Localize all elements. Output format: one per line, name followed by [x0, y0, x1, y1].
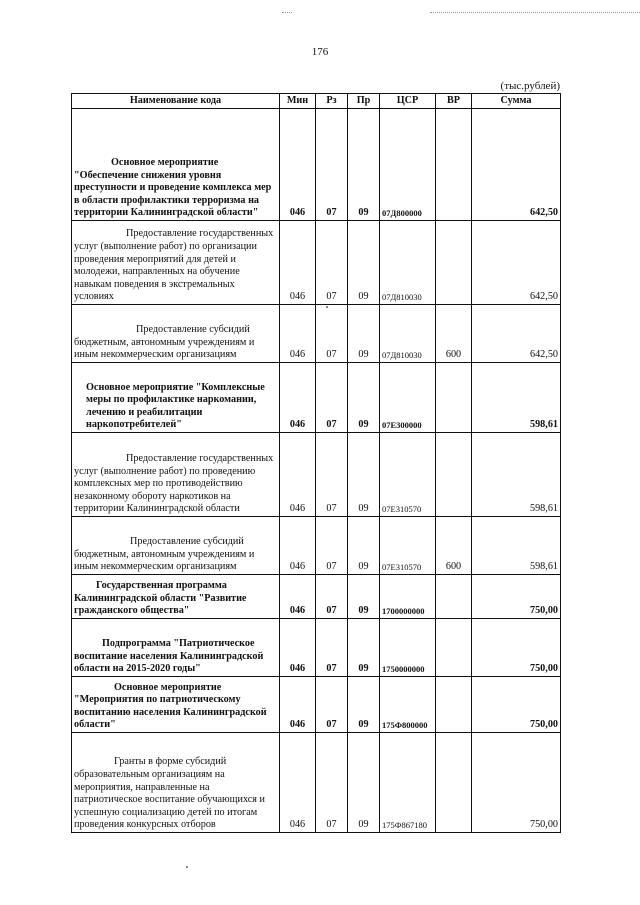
row-sum: 598,61	[472, 363, 561, 433]
row-name: Предоставление государственных услуг (выполнение работ) по проведению комплексных мер по противодействию незаконному обороту наркотиков на территории Калининградской области	[72, 433, 280, 517]
row-rz: 07	[316, 109, 348, 221]
row-csr: 07Е300000	[380, 363, 436, 433]
row-rz: 07	[316, 517, 348, 575]
row-vr	[436, 363, 472, 433]
table-row	[72, 109, 561, 221]
page-number: 176	[311, 46, 329, 58]
row-name: Предоставление субсидий бюджетным, автономным учреждениям и иным некоммерческим организациям	[72, 305, 280, 363]
row-name: Основное мероприятие "Мероприятия по патриотическому воспитанию населения Калининградской области"	[72, 677, 280, 733]
row-rz: 07	[316, 221, 348, 305]
scan-mark	[282, 12, 292, 13]
row-min: 046	[280, 221, 316, 305]
row-rz: 07	[316, 363, 348, 433]
table-row	[72, 517, 561, 575]
table-row	[72, 221, 561, 305]
header-rz: Рз	[316, 94, 348, 109]
row-sum: 750,00	[472, 733, 561, 833]
row-pr: 09	[348, 677, 380, 733]
row-pr: 09	[348, 363, 380, 433]
row-name: Основное мероприятие "Комплексные меры по профилактике наркомании, лечению и реабилитации наркопотребителей"	[72, 363, 280, 433]
row-csr: 07Е310570	[380, 517, 436, 575]
row-csr: 1750000000	[380, 619, 436, 677]
row-min: 046	[280, 363, 316, 433]
row-rz: 07	[316, 575, 348, 619]
row-pr: 09	[348, 221, 380, 305]
row-name: Государственная программа Калининградской области "Развитие гражданского общества"	[72, 575, 280, 619]
row-name: Предоставление субсидий бюджетным, автономным учреждениям и иным некоммерческим организациям	[72, 517, 280, 575]
row-sum: 642,50	[472, 109, 561, 221]
row-vr	[436, 433, 472, 517]
header-vr: ВР	[436, 94, 472, 109]
table-row	[72, 575, 561, 619]
row-vr	[436, 619, 472, 677]
units-label: (тыс.рублей)	[500, 80, 560, 92]
header-min: Мин	[280, 94, 316, 109]
budget-table	[71, 93, 561, 833]
row-min: 046	[280, 575, 316, 619]
table-header-row	[72, 94, 561, 109]
row-sum: 750,00	[472, 677, 561, 733]
row-vr	[436, 109, 472, 221]
row-sum: 750,00	[472, 619, 561, 677]
row-csr: 07Д810030	[380, 305, 436, 363]
row-csr: 175Ф800000	[380, 677, 436, 733]
row-vr	[436, 733, 472, 833]
row-csr: 07Д800000	[380, 109, 436, 221]
row-vr: 600	[436, 305, 472, 363]
row-rz: 07	[316, 677, 348, 733]
row-min: 046	[280, 733, 316, 833]
row-vr: 600	[436, 517, 472, 575]
row-pr: 09	[348, 109, 380, 221]
row-csr: 07Д810030	[380, 221, 436, 305]
header-csr: ЦСР	[380, 94, 436, 109]
row-rz: 07	[316, 619, 348, 677]
row-csr: 07Е310570	[380, 433, 436, 517]
header-name: Наименование кода	[72, 94, 280, 109]
row-pr: 09	[348, 305, 380, 363]
row-sum: 642,50	[472, 305, 561, 363]
row-name: Подпрограмма "Патриотическое воспитание населения Калининградской области на 2015-2020 годы"	[72, 619, 280, 677]
row-name: Предоставление государственных услуг (выполнение работ) по организации проведения мероприятий для детей и молодежи, направленных на обучение навыкам поведения в экстремальных условиях	[72, 221, 280, 305]
row-csr: 175Ф867180	[380, 733, 436, 833]
table-row	[72, 619, 561, 677]
table-row	[72, 733, 561, 833]
row-pr: 09	[348, 517, 380, 575]
row-sum: 598,61	[472, 517, 561, 575]
row-rz: 07	[316, 305, 348, 363]
table-row	[72, 433, 561, 517]
row-name: Основное мероприятие "Обеспечение снижения уровня преступности и проведение комплекса мер в области профилактики терроризма на территории Калининградской области"	[72, 109, 280, 221]
row-pr: 09	[348, 433, 380, 517]
row-sum: 598,61	[472, 433, 561, 517]
header-sum: Сумма	[472, 94, 561, 109]
row-min: 046	[280, 677, 316, 733]
row-min: 046	[280, 619, 316, 677]
table-row	[72, 363, 561, 433]
scan-mark	[430, 12, 640, 13]
table-row	[72, 305, 561, 363]
row-name: Гранты в форме субсидий образовательным организациям на мероприятия, направленные на патриотическое воспитание обучающихся и успешную социализацию детей по итогам проведения конкурсных отборов	[72, 733, 280, 833]
row-sum: 642,50	[472, 221, 561, 305]
row-pr: 09	[348, 733, 380, 833]
row-min: 046	[280, 517, 316, 575]
row-min: 046	[280, 109, 316, 221]
scan-dot	[186, 866, 188, 868]
header-pr: Пр	[348, 94, 380, 109]
row-csr: 1700000000	[380, 575, 436, 619]
row-pr: 09	[348, 619, 380, 677]
table-row	[72, 677, 561, 733]
row-vr	[436, 677, 472, 733]
row-pr: 09	[348, 575, 380, 619]
row-rz: 07	[316, 433, 348, 517]
row-rz: 07	[316, 733, 348, 833]
row-vr	[436, 575, 472, 619]
row-min: 046	[280, 433, 316, 517]
row-sum: 750,00	[472, 575, 561, 619]
row-vr	[436, 221, 472, 305]
row-min: 046	[280, 305, 316, 363]
